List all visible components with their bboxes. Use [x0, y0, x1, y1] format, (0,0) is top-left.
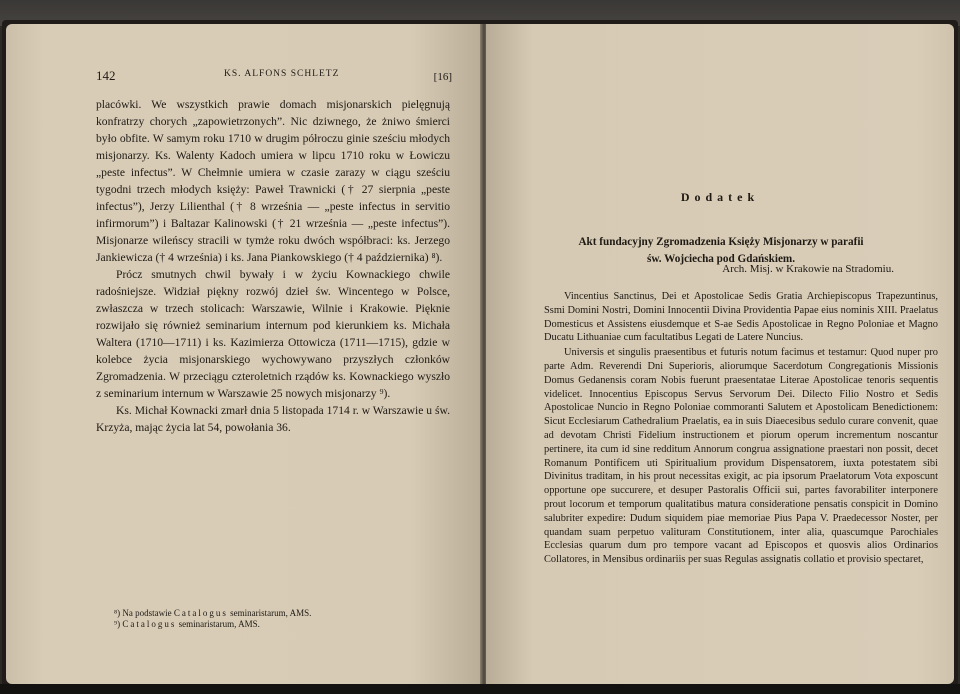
section-marker: [16]: [433, 71, 452, 83]
footnote-source: Catalogus: [122, 619, 177, 629]
paragraph: Vincentius Sanctinus, Dei et Apostolicae Sedis Gratia Archiepiscopus Trapezuntinus, Ssmi Domini Nostri, Domini Innocentii Divina Providentia Papae eius nominis XIII. Praelatus Domesticus et Assistens eiusdemque et S-ae Sedis Apostolicae in Regno Poloniae et Magno Ducatu Lithuaniae cum facultatibus Legati de Latere Nuncius.: [544, 291, 938, 344]
footnote-text: Na podstawie: [122, 608, 172, 618]
appendix-heading: Dodatek: [680, 190, 760, 204]
footnote: [114, 608, 414, 619]
left-page-body: [96, 96, 450, 436]
footnote-text: seminaristarum, AMS.: [178, 619, 260, 629]
running-title: KS. ALFONS SCHLETZ: [224, 69, 340, 79]
left-page: [6, 24, 482, 684]
footnote-source: Catalogus: [173, 608, 228, 618]
footnote-mark: ⁸): [114, 608, 121, 618]
footnotes: [114, 608, 414, 630]
background-strip: [0, 684, 960, 694]
page-number: 142: [96, 68, 116, 83]
document-title-line: św. Wojciecha pod Gdańskiem.: [646, 253, 796, 265]
footnote-text: seminaristarum, AMS.: [230, 608, 312, 618]
document-title-line: Akt fundacyjny Zgromadzenia Księży Misjonarzy w parafii: [578, 236, 864, 248]
paragraph: placówki. We wszystkich prawie domach misjonarskich pielęgnują konfratrzy chorych „zapowietrzonych”. Nic dziwnego, że żniwo śmierci było obfite. W samym roku 1710 w drugim półroczu ginie sześciu młodych misjonarzy. Ks. Walenty Kadoch umiera w lipcu 1710 roku w Łowiczu „peste infectus”. W Chełmnie umiera w czasie zarazy w ciągu sześciu tygodni trzech młodych księży: Paweł Trawnicki († 27 sierpnia „peste infectus”), Jerzy Lilienthal († 8 września — „peste infectus in servitio infirmorum”) i Baltazar Kalinowski († 21 września — „peste infectus”). Misjonarze wileńscy stracili w tymże roku dwóch współbraci: ks. Jerzego Jankiewicza († 4 września) i ks. Jana Piankowskiego († 4 października) ⁸).: [96, 98, 450, 264]
right-page: [486, 24, 954, 684]
archive-note: Arch. Misj. w Krakowie na Stradomiu.: [722, 263, 894, 275]
footnote: [114, 619, 414, 630]
paragraph: Universis et singulis praesentibus et futuris notum facimus et testamur: Quod nuper pro parte Adm. Reverendi Dni Superioris, aliorumque Sacerdotum Congregationis Missionis Domus Gedanensis coram Nobis fuerunt praesentatae Literae Apostolicae tenoris sequentis videlicet. Innocentius Episcopus Servus Servorum Dei. Dilecto Filio Nostro et Sedis Apostolicae Nuncio in Regno Poloniae commoranti Salutem et Apostolicam Benedictionem: Sicut Ecclesiarum Cathedralium Praelatis, ea in suis Diaecesibus sedulo curare convenit, quae ad devotam Christi Fidelium instructionem et piorum operum incrementum noscantur pertinere, ita cum id sine redditum Annorum congrua assignatione praestari non possit, decet Romanum Pontificem uti Spiritualium providum Dispensatorem, iuxta potestatem sibi Divinitus traditam, in his prout necessitas exigit, ac pia ipsorum Praelatorum Vota exposcunt opportune ope succurere, et desuper Pastoralis Officii sui, partes favorabiliter interponere prout locorum et temporum qualitatibus matura consideratione pensatis conspicit in Domino salubriter expedire: Dudum siquidem piae memoriae Pius Papa V. Praedecessor Noster, per quandam suam perpetuo valituram Constitutionem, inter alia, quascumque Parochiales Ecclesias quarum dum pro tempore vacant ad Episcopos et quosvis alios Ordinarios Collatores, in Mensibus ordinariis per suas Regulas assignatis collatio et provisio spectaret,: [544, 347, 938, 566]
paragraph: Ks. Michał Kownacki zmarł dnia 5 listopada 1714 r. w Warszawie u św. Krzyża, mając życia lat 54, powołania 36.: [96, 404, 450, 434]
paragraph: Prócz smutnych chwil bywały i w życiu Kownackiego chwile radośniejsze. Widział piękny rozwój dzieł św. Wincentego w Polsce, zwłaszcza w trzech stolicach: Warszawie, Wilnie i Krakowie. Pięknie rozwijało się również seminarium internum pod kierunkiem ks. Michała Waltera (1710—1711) i ks. Kazimierza Ottowicza (1711—1715), gdzie w kolebce życia misjonarskiego wychowywano przyszłych członków Zgromadzenia. W przeciągu czteroletnich rządów ks. Kownackiego wyszło z seminarium internum w Warszawie 25 nowych misjonarzy ⁹).: [96, 268, 450, 400]
right-page-body: [544, 290, 938, 568]
open-book: [2, 20, 958, 688]
footnote-mark: ⁹): [114, 619, 121, 629]
left-page-header: [96, 68, 452, 88]
